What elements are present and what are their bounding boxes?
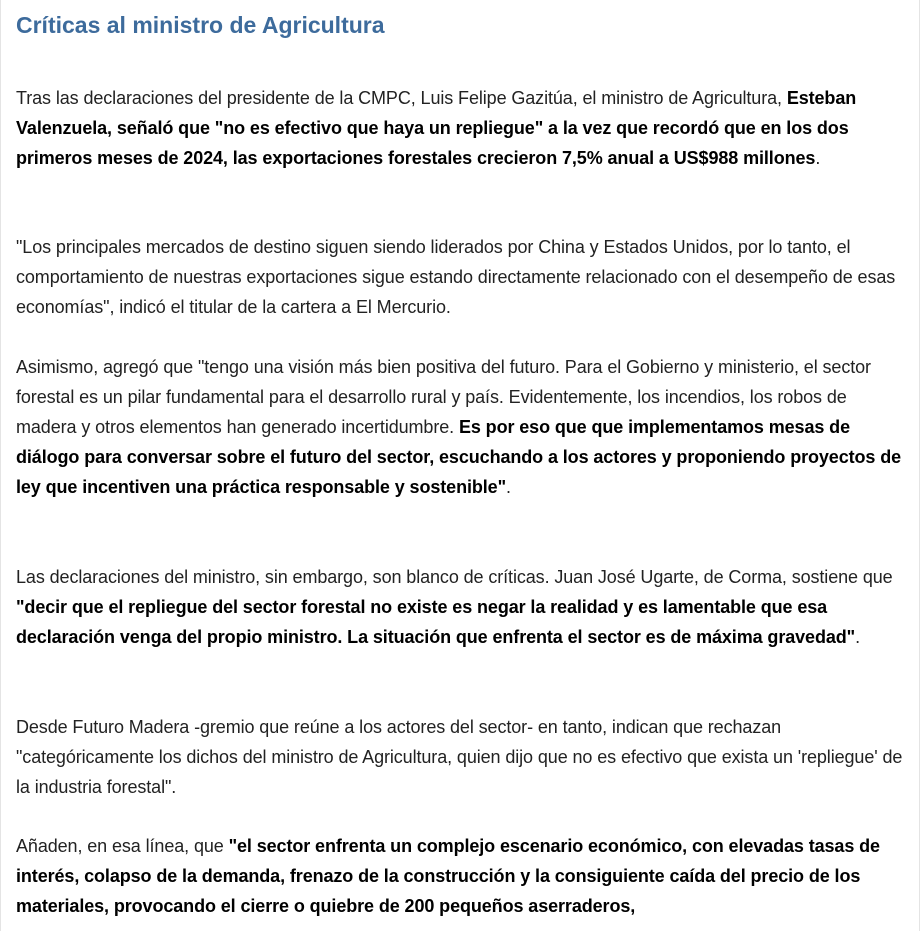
paragraph-3 xyxy=(16,352,909,502)
article-body xyxy=(16,0,909,916)
text-segment: Añaden, en esa línea, que xyxy=(16,836,229,856)
text-segment: . xyxy=(815,148,821,168)
text-segment: Asimismo, agregó que "tengo una visión más bien positiva del futuro. Para el Gobierno y ministerio, el sector forestal es un pilar fundamental para el desarrollo rural y país. Evidentemente, los incendios, los robos de madera y otros elementos han generado incertidumbre. xyxy=(16,357,871,437)
paragraph-4 xyxy=(16,562,909,652)
bold-segment: Esteban Valenzuela, señaló que "no es efectivo que haya un repliegue" a la vez que recordó que en los dos primeros meses de 2024, las exportaciones forestales crecieron 7,5% anual a US$988 millones xyxy=(16,88,857,168)
text-segment: Las declaraciones del ministro, sin embargo, son blanco de críticas. Juan José Ugarte, de Corma, sostiene que xyxy=(16,567,893,587)
text-segment: "Los principales mercados de destino siguen siendo liderados por China y Estados Unidos, por lo tanto, el comportamiento de nuestras exportaciones sigue estando directamente relacionado con el desempeño de esas economías", indicó el titular de la cartera a El Mercurio. xyxy=(16,237,896,317)
text-segment: . xyxy=(855,627,861,647)
bold-segment: "el sector enfrenta un complejo escenario económico, con elevadas tasas de interés, colapso de la demanda, frenazo de la construcción y la consiguiente caída del precio de los materiales, provocando el cierre o quiebre de 200 pequeños aserraderos, xyxy=(16,836,880,916)
text-segment: Tras las declaraciones del presidente de la CMPC, Luis Felipe Gazitúa, el ministro de Agricultura, xyxy=(16,88,787,108)
paragraph-5 xyxy=(16,712,909,802)
text-segment: Desde Futuro Madera -gremio que reúne a los actores del sector- en tanto, indican que rechazan "categóricamente los dichos del ministro de Agricultura, quien dijo que no es efectivo que exista un 'repliegue' de la industria forestal". xyxy=(16,717,903,797)
paragraph-6 xyxy=(16,831,909,921)
paragraph-1 xyxy=(16,83,909,173)
text-segment: . xyxy=(506,477,511,497)
bold-segment: Es por eso que que implementamos mesas de diálogo para conversar sobre el futuro del sector, escuchando a los actores y proponiendo proyectos de ley que incentiven una práctica responsable y sostenible" xyxy=(16,417,902,497)
bold-segment: "decir que el repliegue del sector forestal no existe es negar la realidad y es lamentable que esa declaración venga del propio ministro. La situación que enfrenta el sector es de máxima gravedad" xyxy=(16,597,856,647)
paragraph-2 xyxy=(16,232,909,322)
section-title: Críticas al ministro de Agricultura xyxy=(16,12,385,38)
